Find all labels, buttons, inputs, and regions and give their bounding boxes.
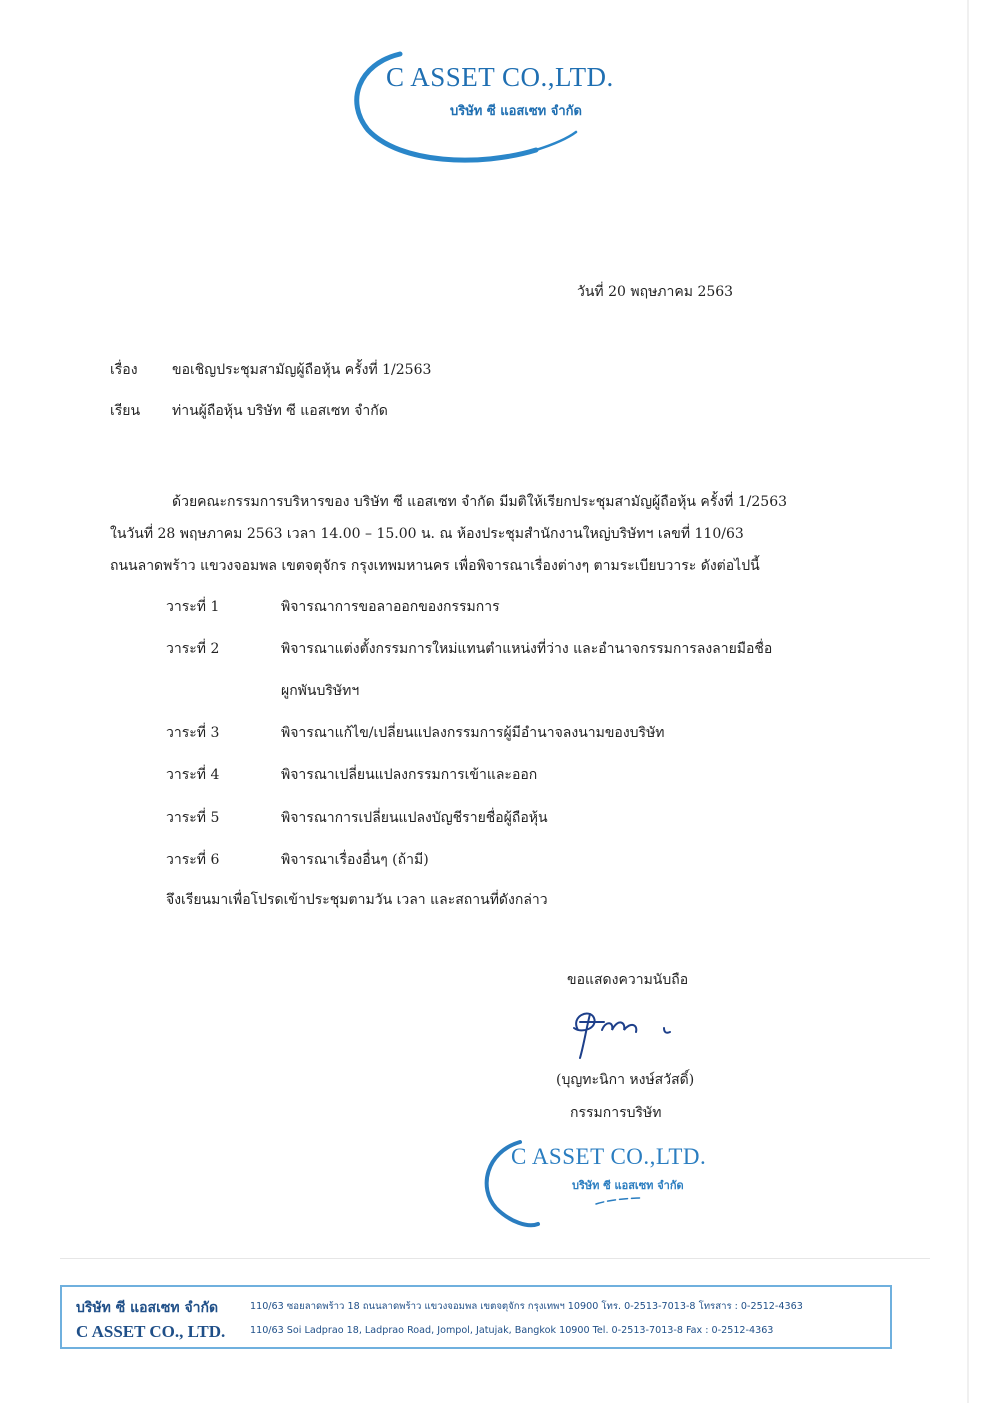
- subject-label: เรื่อง: [110, 362, 138, 378]
- paragraph-line: ด้วยคณะกรรมการบริหารของ บริษัท ซี แอสเซท จำกัด มีมติให้เรียกประชุมสามัญผู้ถือหุ้น ครั้งที่ 1/2563: [172, 494, 788, 510]
- agenda-number: วาระที่ 1: [166, 599, 220, 615]
- letter-date: วันที่ 20 พฤษภาคม 2563: [577, 284, 734, 300]
- header-company-th: บริษัท ซี แอสเซท จำกัด: [450, 104, 582, 119]
- header-logo: [340, 42, 640, 172]
- closing-text: จึงเรียนมาเพื่อโปรดเข้าประชุมตามวัน เวลา และสถานที่ดังกล่าว: [166, 892, 548, 908]
- recipient-label: เรียน: [110, 403, 141, 419]
- agenda-item-text: พิจารณาเรื่องอื่นๆ (ถ้ามี): [281, 852, 429, 868]
- signature-icon: [560, 1000, 690, 1062]
- agenda-item-text: พิจารณาการเปลี่ยนแปลงบัญชีรายชื่อผู้ถือหุ้น: [281, 810, 548, 826]
- paragraph-line: ในวันที่ 28 พฤษภาคม 2563 เวลา 14.00 – 15.00 น. ณ ห้องประชุมสำนักงานใหญ่บริษัทฯ เลขที่ 110/63: [110, 526, 744, 542]
- agenda-item-text: พิจารณาแก้ไข/เปลี่ยนแปลงกรรมการผู้มีอำนาจลงนามของบริษัท: [281, 725, 665, 741]
- agenda-item-text: พิจารณาแต่งตั้งกรรมการใหม่แทนตำแหน่งที่ว่าง และอำนาจกรรมการลงลายมือชื่อ: [281, 641, 773, 657]
- footer-company-en: C ASSET CO., LTD.: [76, 1322, 226, 1341]
- footer-address-en: 110/63 Soi Ladprao 18, Ladprao Road, Jompol, Jatujak, Bangkok 10900 Tel. 0-2513-7013-8 Fax : 0-2512-4363: [250, 1325, 774, 1336]
- signer-position: กรรมการบริษัท: [570, 1105, 662, 1121]
- stamp-company-th: บริษัท ซี แอสเซท จำกัด: [572, 1179, 684, 1192]
- regards-text: ขอแสดงความนับถือ: [567, 972, 689, 988]
- subject-text: ขอเชิญประชุมสามัญผู้ถือหุ้น ครั้งที่ 1/2563: [172, 362, 432, 378]
- header-company-en: C ASSET CO.,LTD.: [386, 62, 614, 92]
- agenda-item-text-continued: ผูกพันบริษัทฯ: [281, 683, 360, 699]
- company-stamp: [478, 1128, 738, 1238]
- recipient-text: ท่านผู้ถือหุ้น บริษัท ซี แอสเซท จำกัด: [172, 403, 388, 419]
- agenda-item-text: พิจารณาการขอลาออกของกรรมการ: [281, 599, 500, 615]
- page-edge: [967, 0, 969, 1403]
- footer-company-th: บริษัท ซี แอสเซท จำกัด: [76, 1300, 219, 1316]
- signer-name: (บุญทะนิกา หงษ์สวัสดิ์): [556, 1072, 695, 1088]
- footer-address-th: 110/63 ซอยลาดพร้าว 18 ถนนลาดพร้าว แขวงจอมพล เขตจตุจักร กรุงเทพฯ 10900 โทร. 0-2513-7013-8 โทรสาร : 0-2512-4363: [250, 1301, 803, 1312]
- paragraph-line: ถนนลาดพร้าว แขวงจอมพล เขตจตุจักร กรุงเทพมหานคร เพื่อพิจารณาเรื่องต่างๆ ตามระเบียบวาระ ดังต่อไปนี้: [110, 558, 760, 574]
- agenda-number: วาระที่ 5: [166, 810, 220, 826]
- agenda-number: วาระที่ 3: [166, 725, 220, 741]
- footer-divider: [60, 1258, 930, 1259]
- agenda-number: วาระที่ 6: [166, 852, 220, 868]
- agenda-number: วาระที่ 2: [166, 641, 220, 657]
- footer-address-box: [60, 1285, 892, 1349]
- agenda-item-text: พิจารณาเปลี่ยนแปลงกรรมการเข้าและออก: [281, 767, 538, 783]
- agenda-number: วาระที่ 4: [166, 767, 220, 783]
- stamp-company-en: C ASSET CO.,LTD.: [511, 1144, 707, 1169]
